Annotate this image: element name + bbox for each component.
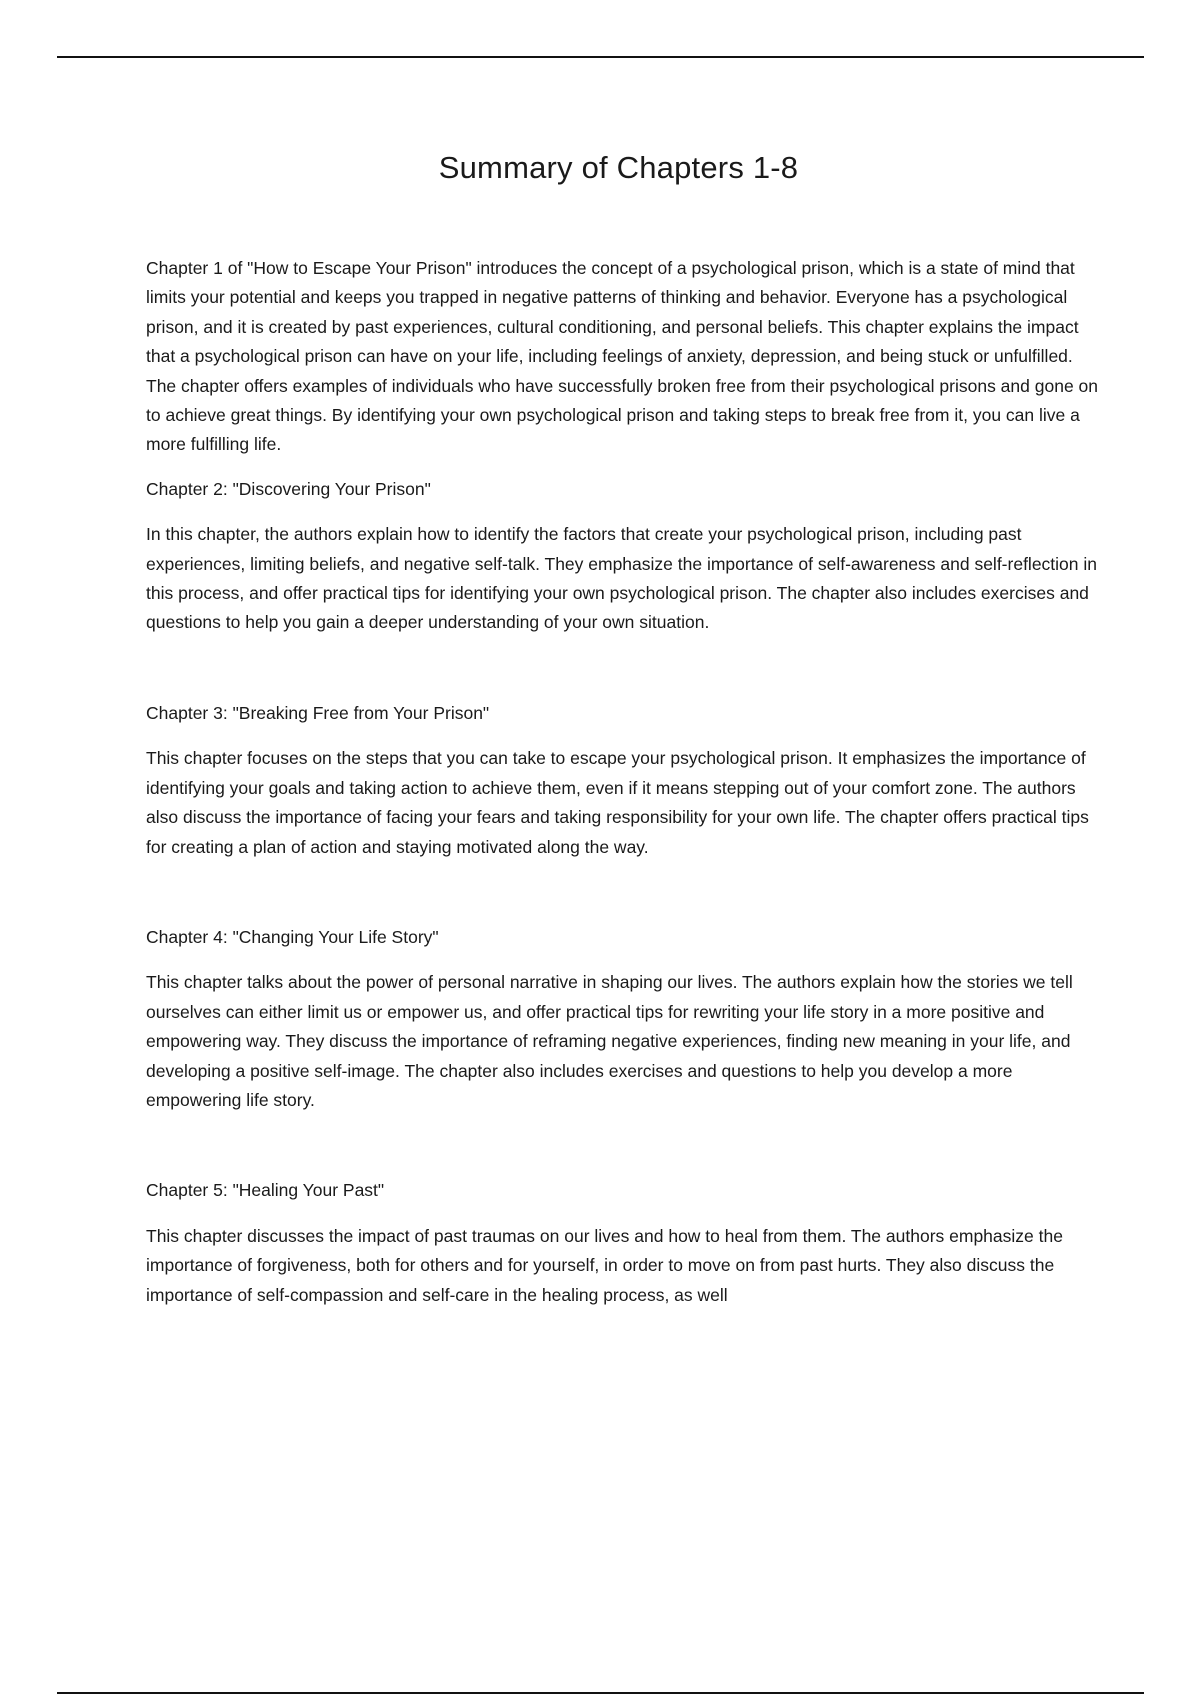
page-title: Summary of Chapters 1-8 [438,150,799,185]
chapter-5-heading: Chapter 5: "Healing Your Past" [146,1180,385,1201]
chapter-3-heading: Chapter 3: "Breaking Free from Your Prison" [146,702,490,723]
chapter-5-paragraph: This chapter discusses the impact of past traumas on our lives and how to heal from them. The authors emphasize the importance of forgiveness, both for others and for yourself, in order to move on from past hurts. They also discuss the importance of self-compassion and self-care in the healing process, as well [146,1225,1063,1305]
top-rule [57,56,1144,58]
chapter-4-heading: Chapter 4: "Changing Your Life Story" [146,926,439,947]
chapter-3-paragraph: This chapter focuses on the steps that you can take to escape your psychological prison. It emphasizes the importance of identifying your goals and taking action to achieve them, even if it means stepping out of your comfort zone. The authors also discuss the importance of facing your fears and taking responsibility for your own life. The chapter offers practical tips for creating a plan of action and staying motivated along the way. [146,748,1089,857]
chapter-2-heading: Chapter 2: "Discovering Your Prison" [146,478,431,499]
chapter-4-paragraph: This chapter talks about the power of personal narrative in shaping our lives. The authors explain how the stories we tell ourselves can either limit us or empower us, and offer practical tips for rewriting your life story in a more positive and empowering way. They discuss the importance of reframing negative experiences, finding new meaning in your life, and developing a positive self-image. The chapter also includes exercises and questions to help you develop a more empowering life story. [146,972,1073,1110]
chapter-2-paragraph: In this chapter, the authors explain how to identify the factors that create your psychological prison, including past experiences, limiting beliefs, and negative self-talk. They emphasize the importance of self-awareness and self-reflection in this process, and offer practical tips for identifying your own psychological prison. The chapter also includes exercises and questions to help you gain a deeper understanding of your own situation. [146,524,1097,633]
document-body [146,254,1098,1310]
bottom-rule [57,1692,1144,1694]
chapter-1-paragraph: Chapter 1 of "How to Escape Your Prison" introduces the concept of a psychological prison, which is a state of mind that limits your potential and keeps you trapped in negative patterns of thinking and behavior. Everyone has a psychological prison, and it is created by past experiences, cultural conditioning, and personal beliefs. This chapter explains the impact that a psychological prison can have on your life, including feelings of anxiety, depression, and being stuck or unfulfilled. The chapter offers examples of individuals who have successfully broken free from their psychological prisons and gone on to achieve great things. By identifying your own psychological prison and taking steps to break free from it, you can live a more fulfilling life. [146,258,1098,455]
